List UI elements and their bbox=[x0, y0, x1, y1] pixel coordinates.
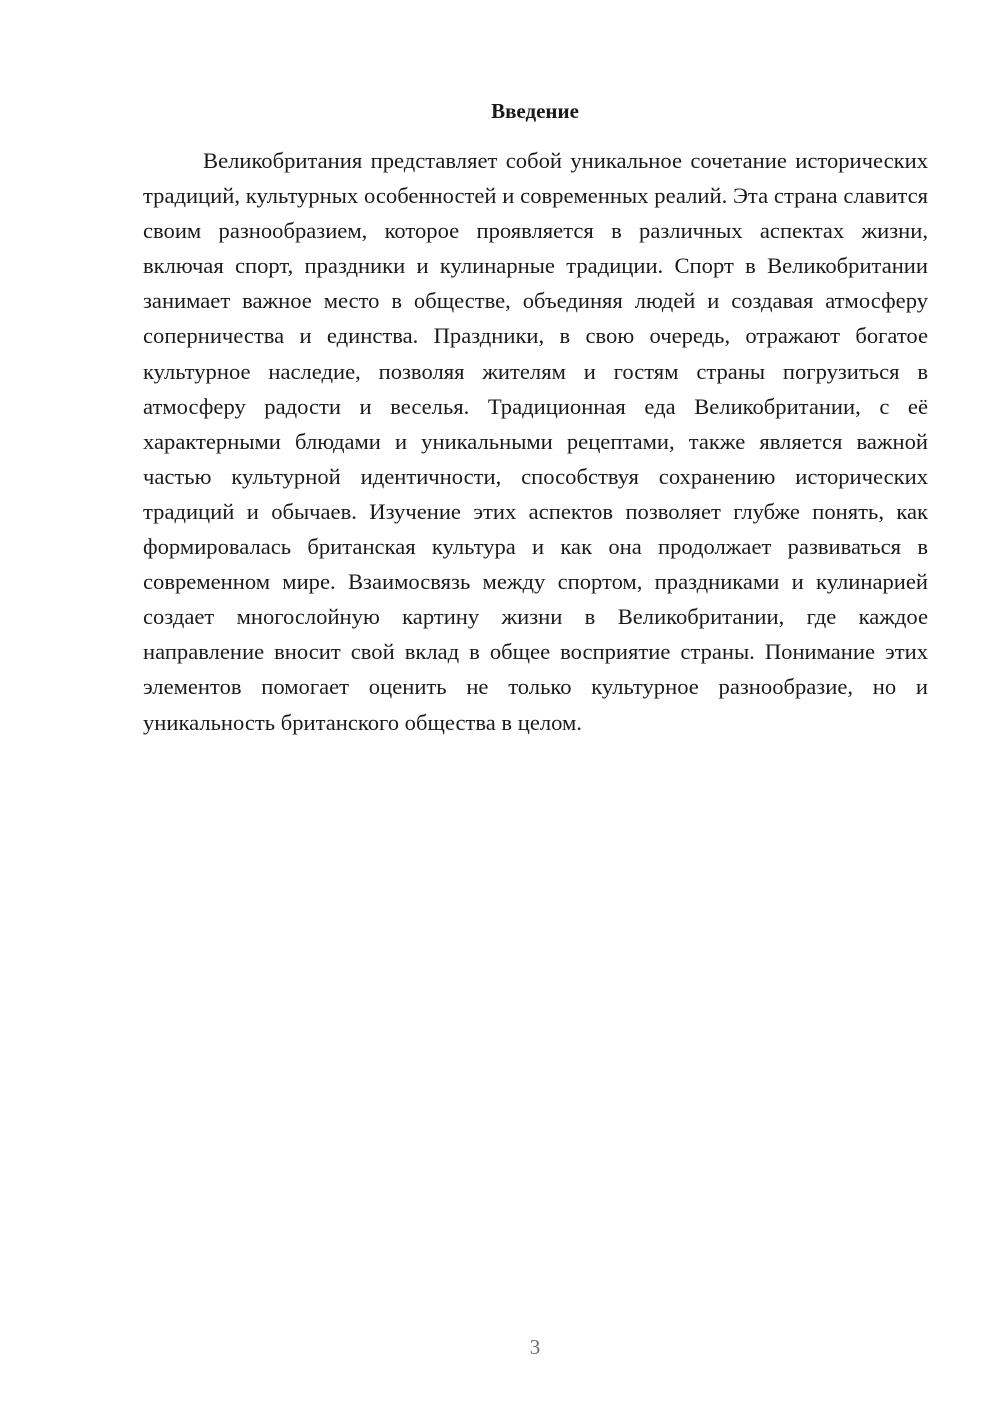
section-heading: Введение bbox=[491, 99, 579, 123]
page-number: 3 bbox=[529, 1335, 541, 1359]
body-paragraph: Великобритания представляет собой уникальное сочетание исторических традиций, культурных особенностей и современных реалий. Эта страна славится своим разнообразием, которое проявляется в различных аспектах жизни, включая спорт, праздники и кулинарные традиции. Спорт в Великобритании занимает важное место в обществе, объединяя людей и создавая атмосферу соперничества и единства. Праздники, в свою очередь, отражают богатое культурное наследие, позволяя жителям и гостям страны погрузиться в атмосферу радости и веселья. Традиционная еда Великобритании, с её характерными блюдами и уникальными рецептами, также является важной частью культурной идентичности, способствуя сохранению исторических традиций и обычаев. Изучение этих аспектов позволяет глубже понять, как формировалась британская культура и как она продолжает развиваться в современном мире. Взаимосвязь между спортом, праздниками и кулинарией создает многослойную картину жизни в Великобритании, где каждое направление вносит свой вклад в общее восприятие страны. Понимание этих элементов помогает оценить не только культурное разнообразие, но и уникальность британского общества в целом. bbox=[143, 148, 928, 735]
